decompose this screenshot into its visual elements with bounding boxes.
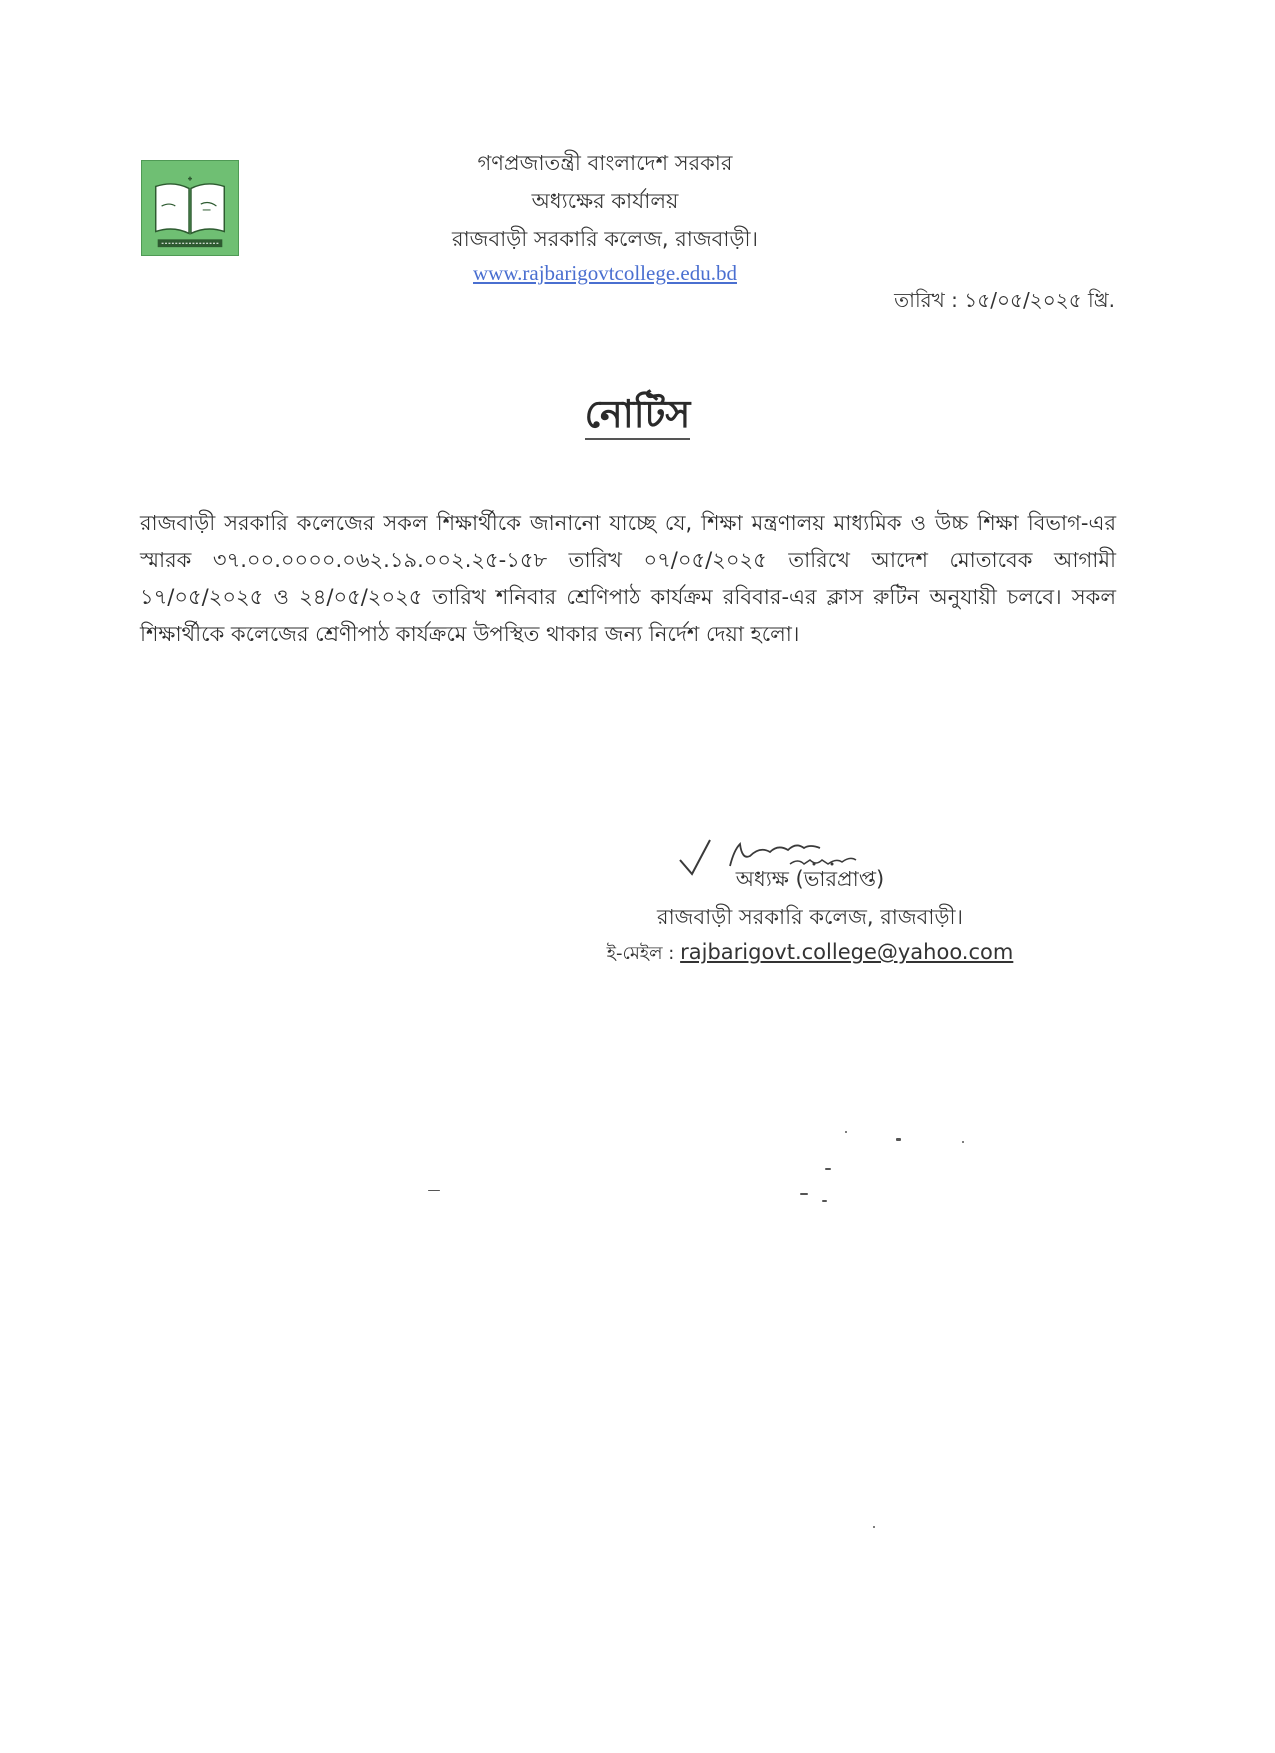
scan-speck	[822, 1200, 827, 1202]
signatory-institution: রাজবাড়ী সরকারি কলেজ, রাজবাড়ী।	[657, 905, 963, 929]
college-name: রাজবাড়ী সরকারি কলেজ, রাজবাড়ী।	[452, 227, 758, 251]
scan-speck	[825, 1168, 831, 1170]
email-link[interactable]: rajbarigovt.college@yahoo.com	[680, 940, 1014, 964]
scan-speck	[962, 1141, 964, 1143]
scan-speck	[873, 1526, 875, 1528]
signatory-block	[560, 860, 1060, 970]
scan-speck	[428, 1190, 440, 1191]
college-book-emblem-icon	[142, 161, 238, 255]
notice-date: তারিখ : ১৫/০৫/২০২৫ খ্রি.	[894, 288, 1115, 312]
notice-body: রাজবাড়ী সরকারি কলেজের সকল শিক্ষার্থীকে জানানো যাচ্ছে যে, শিক্ষা মন্ত্রণালয় মাধ্যমিক ও উচ্চ শিক্ষা বিভাগ-এর স্মারক ৩৭.০০.০০০০.০৬২.১৯.০০২.২৫-১৫৮ তারিখ ০৭/০৫/২০২৫ তারিখে আদেশ মোতাবেক আগামী ১৭/০৫/২০২৫ ও ২৪/০৫/২০২৫ তারিখ শনিবার শ্রেণিপাঠ কার্যক্রম রবিবার-এর ক্লাস রুটিন অনুযায়ী চলবে। সকল শিক্ষার্থীকে কলেজের শ্রেণীপাঠ কার্যক্রমে উপস্থিত থাকার জন্য নির্দেশ দেয়া হলো।	[140, 511, 1116, 646]
notice-title-text: নোটিস	[585, 392, 691, 440]
office-header	[340, 144, 870, 288]
notice-title	[0, 385, 1275, 449]
scan-speck	[800, 1193, 808, 1195]
college-logo	[141, 160, 239, 256]
signatory-designation: অধ্যক্ষ (ভারপ্রাপ্ত)	[735, 867, 885, 891]
website-link[interactable]: www.rajbarigovtcollege.edu.bd	[473, 261, 737, 285]
scan-speck	[845, 1131, 847, 1133]
scan-speck	[896, 1138, 901, 1141]
government-name: গণপ্রজাতন্ত্রী বাংলাদেশ সরকার	[477, 151, 733, 175]
email-line	[560, 936, 1060, 970]
email-label: ই-মেইল :	[606, 943, 681, 964]
office-name: অধ্যক্ষের কার্যালয়	[531, 189, 679, 213]
